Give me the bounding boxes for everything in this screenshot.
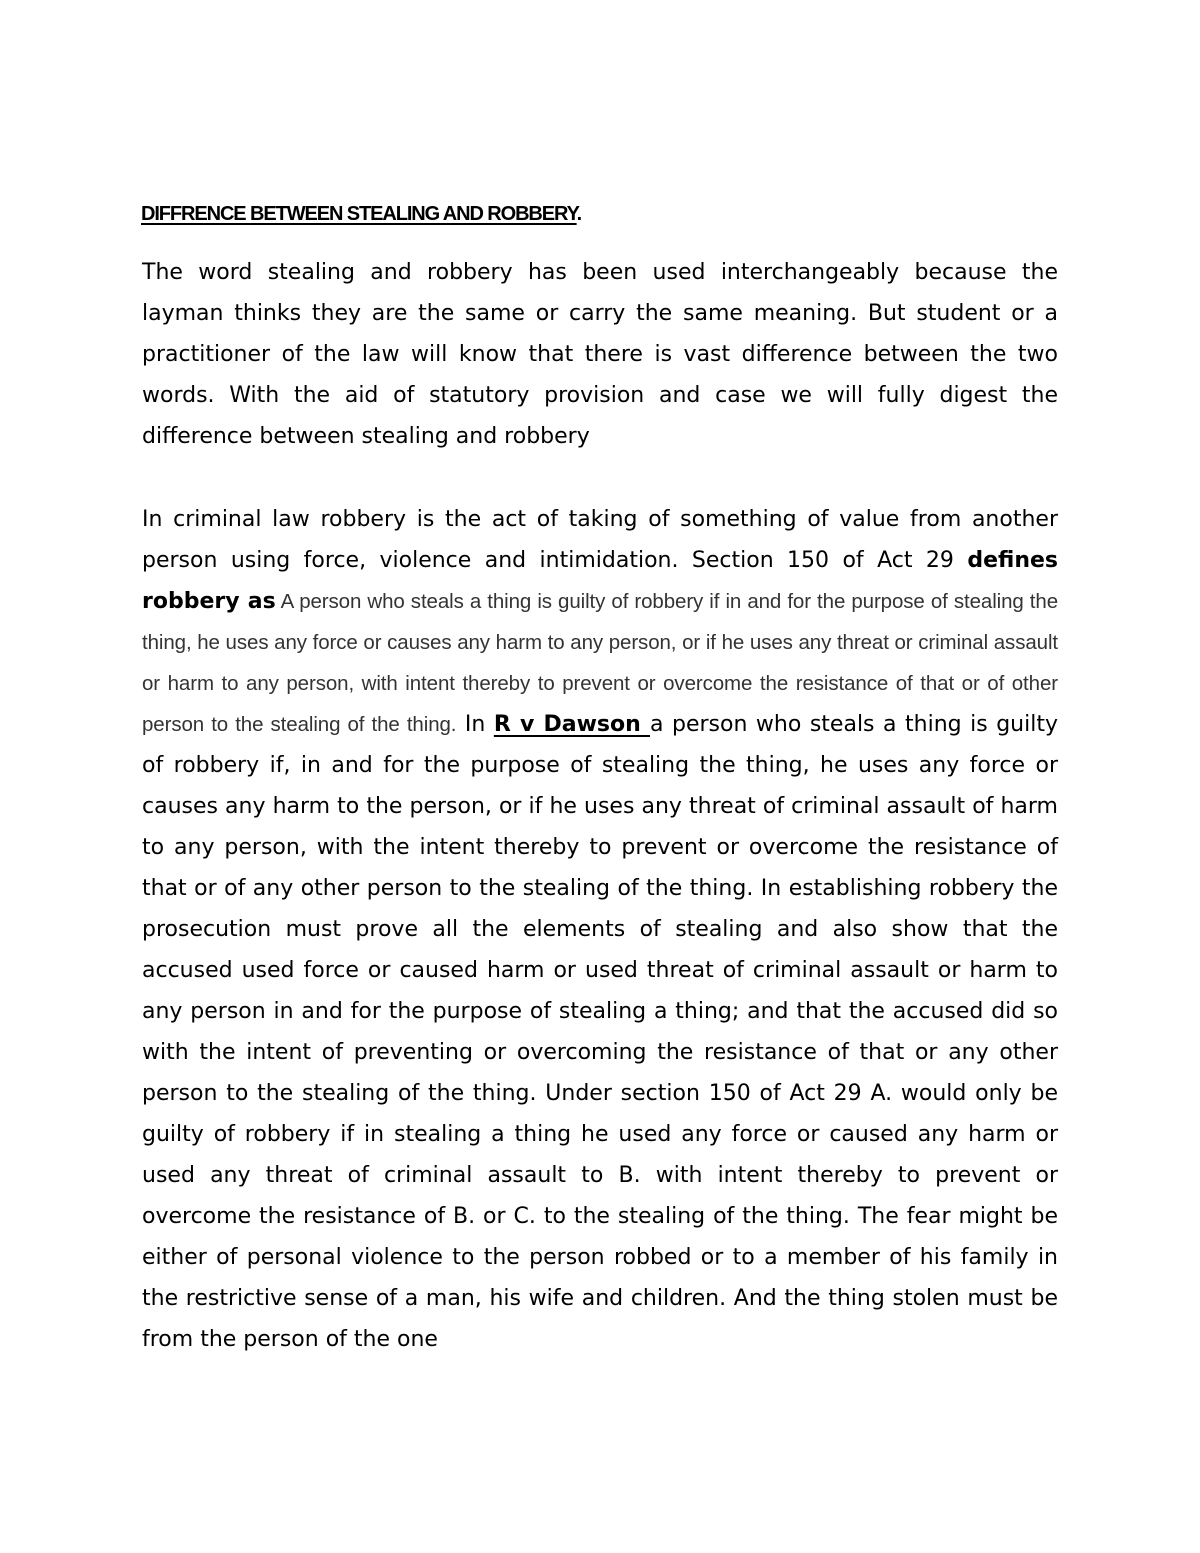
- defines-robbery-label: defines robbery as: [142, 548, 1058, 614]
- case-name: R v Dawson: [493, 712, 650, 737]
- paragraph-robbery-definition: [142, 499, 1058, 1360]
- case-prefix: In: [456, 712, 494, 737]
- robbery-intro-text: In criminal law robbery is the act of taking of something of value from another person using force, violence and intimidation. Section 150 of Act 29: [142, 507, 1058, 573]
- heading-period: .: [576, 203, 582, 225]
- case-explanation: a person who steals a thing is guilty of robbery if, in and for the purpose of stealing the thing, he uses any force or causes any harm to the person, or if he uses any threat of criminal assault of harm to any person, with the intent thereby to prevent or overcome the resistance of that or of any other person to the stealing of the thing. In establishing robbery the prosecution must prove all the elements of stealing and also show that the accused used force or caused harm or used threat of criminal assault or harm to any person in and for the purpose of stealing a thing; and that the accused did so with the intent of preventing or overcoming the resistance of that or any other person to the stealing of the thing. Under section 150 of Act 29 A. would only be guilty of robbery if in stealing a thing he used any force or caused any harm or used any threat of criminal assault to B. with intent thereby to prevent or overcome the resistance of B. or C. to the stealing of the thing. The fear might be either of personal violence to the person robbed or to a member of his family in the restrictive sense of a man, his wife and children. And the thing stolen must be from the person of the one: [142, 712, 1059, 1352]
- document-heading: [141, 203, 581, 226]
- statute-quote: A person who steals a thing is guilty of robbery if in and for the purpose of stealing the thing, he uses any force or causes any harm to any person, or if he uses any threat or criminal assault or harm to any person, with intent thereby to prevent or overcome the resistance of that or of other person to the stealing of the thing.: [142, 590, 1059, 736]
- paragraph-intro: The word stealing and robbery has been used interchangeably because the layman thinks they are the same or carry the same meaning. But student or a practitioner of the law will know that there is vast difference between the two words. With the aid of statutory provision and case we will fully digest the difference between stealing and robbery: [142, 260, 1058, 449]
- heading-text: DIFFRENCE BETWEEN STEALING AND ROBBERY: [141, 203, 577, 225]
